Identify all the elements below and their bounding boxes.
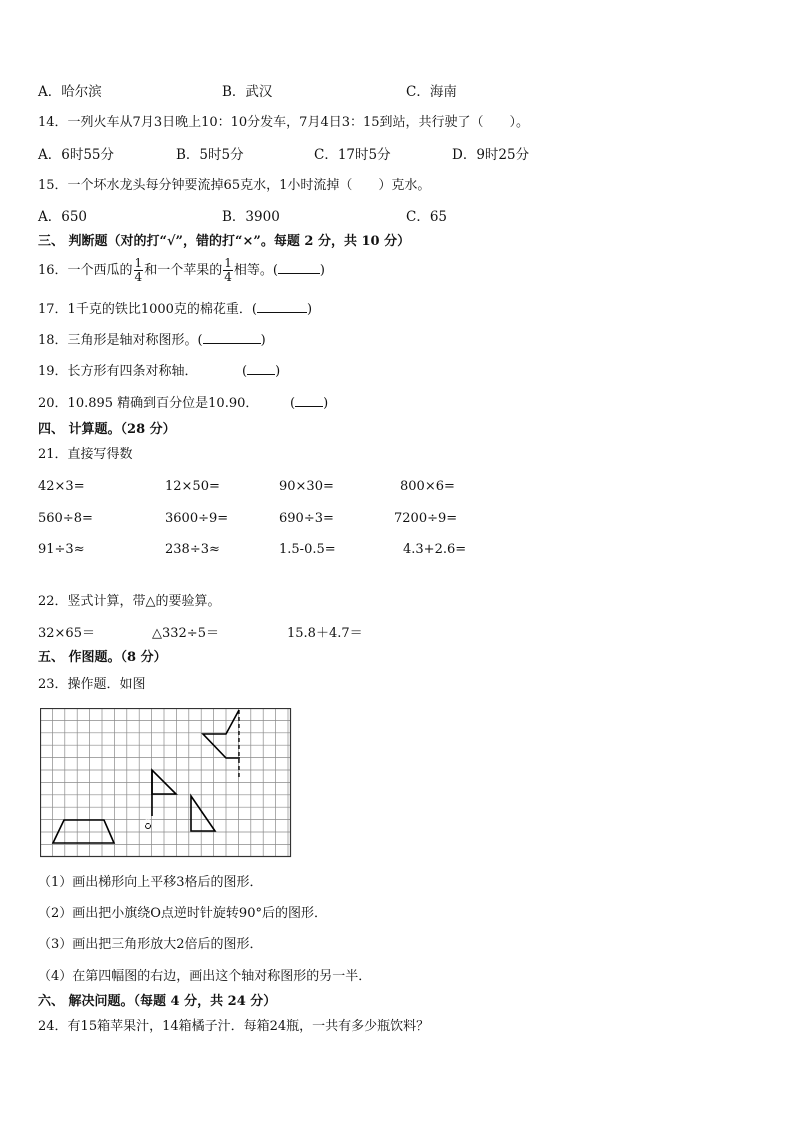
q16-frac2-denominator: 4: [224, 270, 232, 284]
q20-open: (: [290, 396, 296, 411]
q16-answer-blank[interactable]: [278, 263, 320, 274]
half-symmetric-figure: [203, 710, 240, 758]
q16-mid: 和一个苹果的: [144, 263, 223, 278]
point-o-label: O: [144, 819, 152, 829]
calc-item: 800×6=: [400, 479, 455, 494]
q22-stem: 22．竖式计算，带△的要验算。: [38, 594, 221, 609]
q16-frac1-denominator: 4: [134, 270, 143, 284]
q14-option-b: B．5时5分: [176, 147, 244, 163]
triangle-shape: [191, 796, 215, 831]
q13-option-c: C．海南: [406, 84, 457, 100]
q16-line: [38, 256, 325, 286]
q20-answer: [290, 396, 328, 412]
q19-close: ): [275, 364, 281, 379]
q18-line: [38, 333, 266, 349]
q23-part-4: （4）在第四幅图的右边，画出这个轴对称图形的另一半．: [38, 969, 372, 984]
calc-item: 7200÷9=: [394, 511, 458, 526]
calc-item: 690÷3=: [279, 511, 334, 526]
trapezoid-shape: [53, 820, 114, 843]
calc-item: 12×50=: [165, 479, 220, 494]
q19-answer-blank[interactable]: [247, 364, 275, 375]
q16-post: 相等。(: [233, 263, 278, 278]
q13-option-a: A．哈尔滨: [38, 84, 102, 100]
q19-open: (: [242, 364, 248, 379]
calc-item: 3600÷9=: [165, 511, 229, 526]
q23-stem: 23．操作题．如图: [38, 677, 146, 692]
q20-close: ): [323, 396, 329, 411]
q17-answer-blank[interactable]: [257, 302, 307, 313]
q16-frac2-numerator: 1: [224, 256, 232, 270]
q14-option-a: A．6时55分: [38, 147, 115, 163]
section6-title: 六、 解决问题。（每题 4 分，共 24 分）: [38, 994, 277, 1009]
section3-title: 三、 判断题（对的打“√”，错的打“×”。每题 2 分，共 10 分）: [38, 234, 411, 249]
q23-part-3: （3）画出把三角形放大2倍后的图形．: [38, 937, 263, 952]
q20-answer-blank[interactable]: [295, 396, 323, 407]
q18-answer-blank[interactable]: [203, 333, 261, 344]
q16-frac1-numerator: 1: [134, 256, 143, 270]
q16-fraction-2: [223, 257, 233, 284]
q23-part-1: （1）画出梯形向上平移3格后的图形．: [38, 875, 263, 890]
q13-option-b: B．武汉: [222, 84, 273, 100]
q14-option-c: C．17时5分: [314, 147, 391, 163]
calc-item: 560÷8=: [38, 511, 93, 526]
q18-close: ): [260, 333, 266, 348]
section5-title: 五、 作图题。（8 分）: [38, 650, 167, 665]
calc-item: 4.3+2.6=: [403, 542, 467, 557]
q20-text: 20．10.895 精确到百分位是10.90．: [38, 396, 259, 411]
q19-text: 19．长方形有四条对称轴．: [38, 364, 198, 379]
vertical-calc-item: 32×65＝: [38, 626, 95, 641]
q19-answer: [242, 364, 280, 380]
q14-stem: 14．一列火车从7月3日晚上10：10分发车，7月4日3：15到站，共行驶了（ ）。: [38, 115, 530, 130]
q24-text: 24．有15箱苹果汁，14箱橘子汁．每箱24瓶，一共有多少瓶饮料？: [38, 1019, 430, 1034]
section4-title: 四、 计算题。（28 分）: [38, 422, 176, 437]
q17-text: 17．1千克的铁比1000克的棉花重．(: [38, 302, 257, 317]
vertical-calc-item: 15.8＋4.7＝: [287, 626, 363, 641]
q16-close: ): [319, 263, 325, 278]
calc-item: 42×3=: [38, 479, 85, 494]
q15-option-a: A．650: [38, 209, 88, 225]
q15-option-c: C．65: [406, 209, 448, 225]
q17-close: ): [306, 302, 313, 317]
q14-option-d: D．9时25分: [452, 147, 530, 163]
q16-fraction-1: [134, 257, 144, 284]
q21-stem: 21．直接写得数: [38, 447, 133, 462]
q17-line: [38, 302, 312, 318]
q18-text: 18．三角形是轴对称图形。(: [38, 333, 203, 348]
q15-option-b: B．3900: [222, 209, 280, 225]
calc-item: 1.5-0.5=: [279, 542, 336, 557]
q16-pre: 16．一个西瓜的: [38, 263, 133, 278]
drawing-grid: [40, 708, 292, 858]
calc-item: 238÷3≈: [165, 542, 220, 557]
calc-item: 90×30=: [279, 479, 334, 494]
q23-part-2: （2）画出把小旗绕O点逆时针旋转90°后的图形．: [38, 906, 327, 921]
q15-stem: 15．一个坏水龙头每分钟要流掉65克水，1小时流掉（ ）克水。: [38, 178, 431, 193]
vertical-calc-item: △332÷5＝: [152, 626, 219, 641]
calc-item: 91÷3≈: [38, 542, 85, 557]
